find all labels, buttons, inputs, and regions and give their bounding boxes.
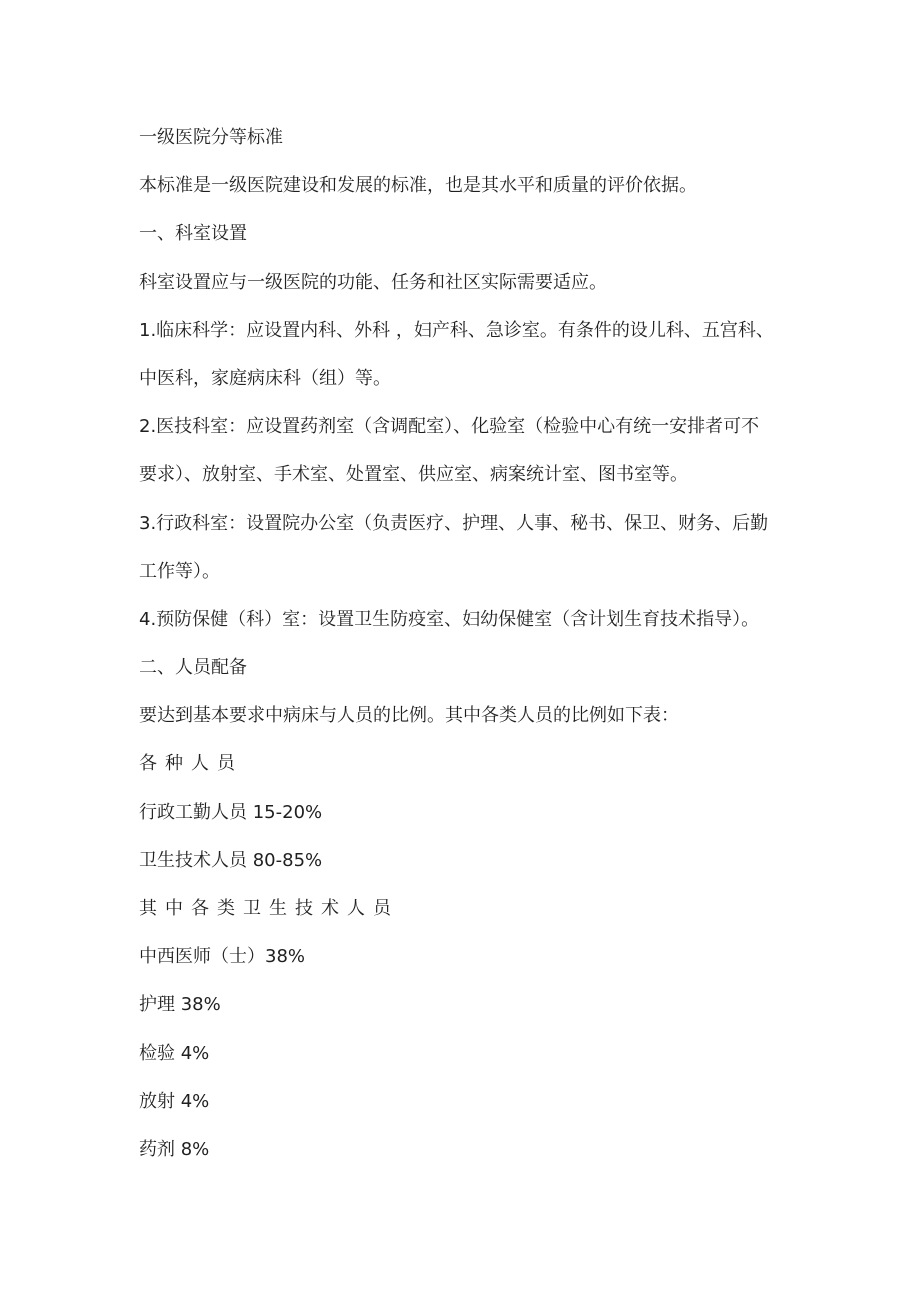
section-heading-departments: 一、科室设置 bbox=[139, 223, 247, 245]
clinical-departments-line2: 中医科，家庭病床科（组）等。 bbox=[139, 367, 391, 389]
medical-tech-departments-line1: 2.医技科室：应设置药剂室（含调配室）、化验室（检验中心有统一安排者可不 bbox=[139, 416, 760, 438]
staffing-intro: 要达到基本要求中病床与人员的比例。其中各类人员的比例如下表： bbox=[139, 705, 679, 727]
departments-intro: 科室设置应与一级医院的功能、任务和社区实际需要适应。 bbox=[139, 271, 607, 293]
staff-table-header: 各种人员 bbox=[139, 753, 243, 775]
staff-subheader: 其中各类卫生技术人员 bbox=[139, 898, 399, 919]
section-heading-staffing: 二、人员配备 bbox=[139, 657, 247, 679]
medical-tech-departments-line2: 要求）、放射室、手术室、处置室、供应室、病案统计室、图书室等。 bbox=[139, 464, 688, 486]
admin-departments-line1: 3.行政科室：设置院办公室（负责医疗、护理、人事、秘书、保卫、财务、后勤 bbox=[139, 512, 769, 534]
document-title: 一级医院分等标准 bbox=[139, 127, 283, 148]
staff-row-radiology: 放射 4% bbox=[139, 1090, 210, 1112]
staff-row-admin: 行政工勤人员 15-20% bbox=[139, 801, 323, 823]
staff-row-nursing: 护理 38% bbox=[139, 994, 221, 1016]
clinical-departments-line1: 1.临床科学：应设置内科、外科 ，妇产科、急诊室。有条件的设儿科、五宫科、 bbox=[139, 319, 774, 341]
document-body bbox=[139, 118, 789, 1178]
preventive-care-departments: 4.预防保健（科）室：设置卫生防疫室、妇幼保健室（含计划生育技术指导）。 bbox=[139, 608, 760, 630]
staff-row-health-tech: 卫生技术人员 80-85% bbox=[139, 849, 323, 871]
staff-row-lab: 检验 4% bbox=[139, 1042, 210, 1064]
staff-row-doctor: 中西医师（士）38% bbox=[139, 946, 306, 968]
admin-departments-line2: 工作等）。 bbox=[139, 560, 220, 582]
intro-paragraph: 本标准是一级医院建设和发展的标准，也是其水平和质量的评价依据。 bbox=[139, 175, 697, 197]
staff-row-pharmacy: 药剂 8% bbox=[139, 1138, 210, 1160]
